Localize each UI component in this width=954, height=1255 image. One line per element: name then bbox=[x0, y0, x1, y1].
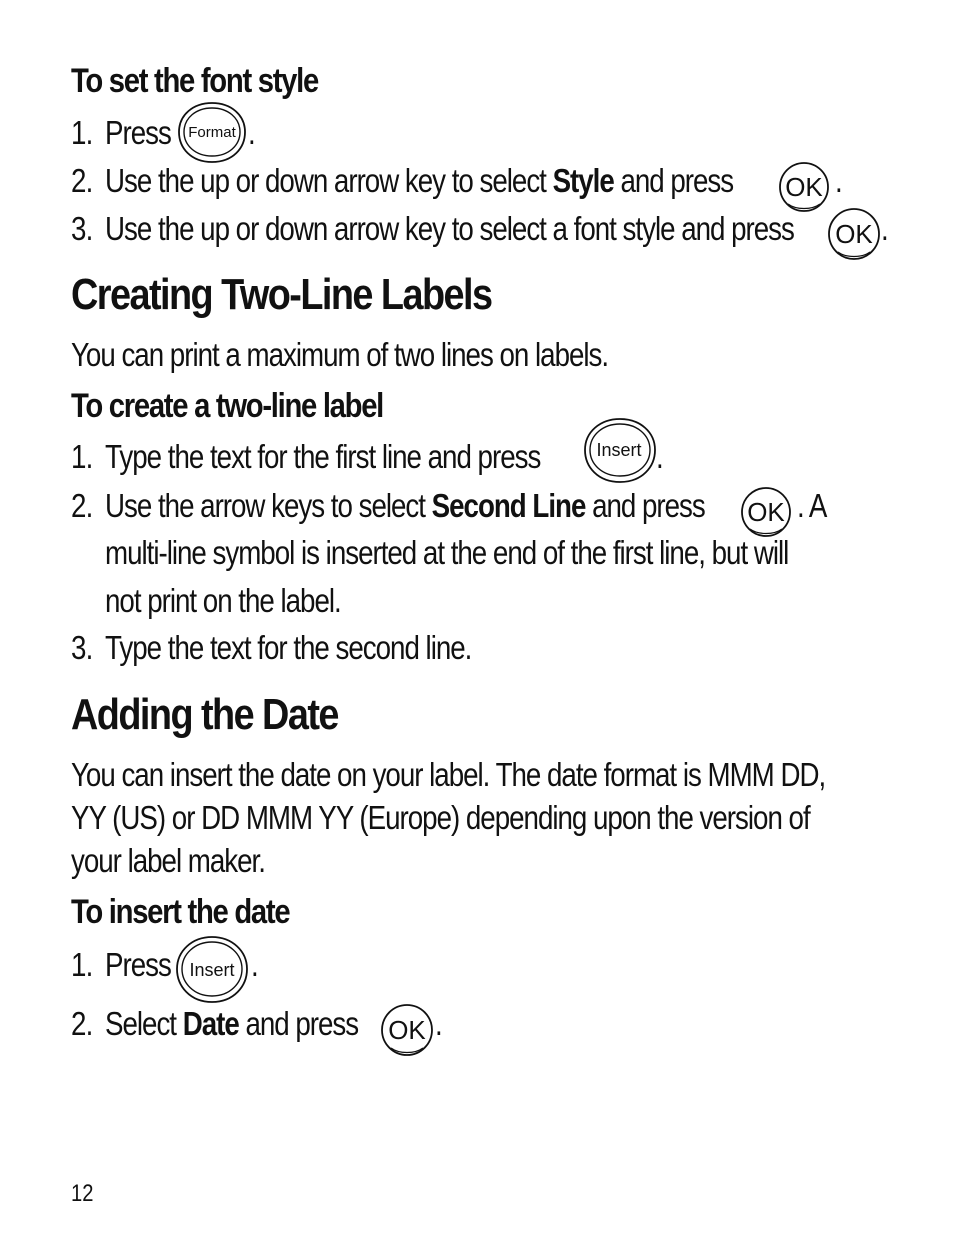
ok-key-icon bbox=[738, 485, 796, 539]
heading-font-style: To set the font style bbox=[71, 62, 318, 100]
intro-paragraph-line: YY (US) or DD MMM YY (Europe) depending upon the version of bbox=[71, 799, 810, 836]
step-punct: . bbox=[835, 162, 842, 199]
insert-key-icon bbox=[581, 416, 659, 486]
step-number: 2. bbox=[71, 162, 93, 199]
intro-paragraph-line: your label maker. bbox=[71, 842, 265, 879]
step-text: Press bbox=[105, 114, 171, 151]
page-number: 12 bbox=[71, 1180, 94, 1207]
insert-key-icon bbox=[173, 934, 251, 1006]
step-text: Use the up or down arrow key to select a font style and press bbox=[105, 210, 794, 247]
step-number: 3. bbox=[71, 629, 93, 666]
step-number: 1. bbox=[71, 946, 93, 983]
format-key-icon bbox=[175, 100, 249, 166]
svg-text:OK: OK bbox=[785, 172, 823, 202]
step-number: 1. bbox=[71, 114, 93, 151]
step-punct: . bbox=[251, 946, 258, 983]
heading-insert-date: To insert the date bbox=[71, 893, 290, 931]
step-punct: . bbox=[248, 114, 255, 151]
step-text: Type the text for the second line. bbox=[105, 629, 472, 666]
svg-text:Insert: Insert bbox=[189, 960, 235, 980]
step-text: Use the arrow keys to select Second Line and press bbox=[105, 487, 705, 524]
ok-key-icon bbox=[826, 206, 884, 262]
step-text: Type the text for the first line and press bbox=[105, 438, 541, 475]
svg-text:OK: OK bbox=[835, 219, 873, 249]
section-title-two-line-labels: Creating Two-Line Labels bbox=[71, 270, 492, 319]
ok-key-icon bbox=[379, 1002, 437, 1058]
step-number: 1. bbox=[71, 438, 93, 475]
intro-paragraph: You can print a maximum of two lines on labels. bbox=[71, 336, 609, 373]
svg-text:Insert: Insert bbox=[596, 440, 642, 460]
step-number: 2. bbox=[71, 487, 93, 524]
step-number: 2. bbox=[71, 1005, 93, 1042]
step-text: Select Date and press bbox=[105, 1005, 359, 1042]
step-continuation: not print on the label. bbox=[105, 582, 341, 619]
step-text: Use the up or down arrow key to select Style and press bbox=[105, 162, 734, 199]
step-text-continued: . A bbox=[797, 487, 827, 524]
step-punct: . bbox=[881, 210, 888, 247]
svg-text:OK: OK bbox=[747, 497, 785, 527]
step-number: 3. bbox=[71, 210, 93, 247]
intro-paragraph-line: You can insert the date on your label. The date format is MMM DD, bbox=[71, 756, 826, 793]
svg-text:OK: OK bbox=[388, 1015, 426, 1045]
svg-text:Format: Format bbox=[188, 124, 236, 141]
section-title-adding-date: Adding the Date bbox=[71, 690, 338, 739]
step-text: Press bbox=[105, 946, 171, 983]
heading-create-two-line: To create a two-line label bbox=[71, 387, 384, 425]
step-punct: . bbox=[656, 438, 663, 475]
step-punct: . bbox=[435, 1005, 442, 1042]
step-continuation: multi-line symbol is inserted at the end of the first line, but will bbox=[105, 534, 789, 571]
